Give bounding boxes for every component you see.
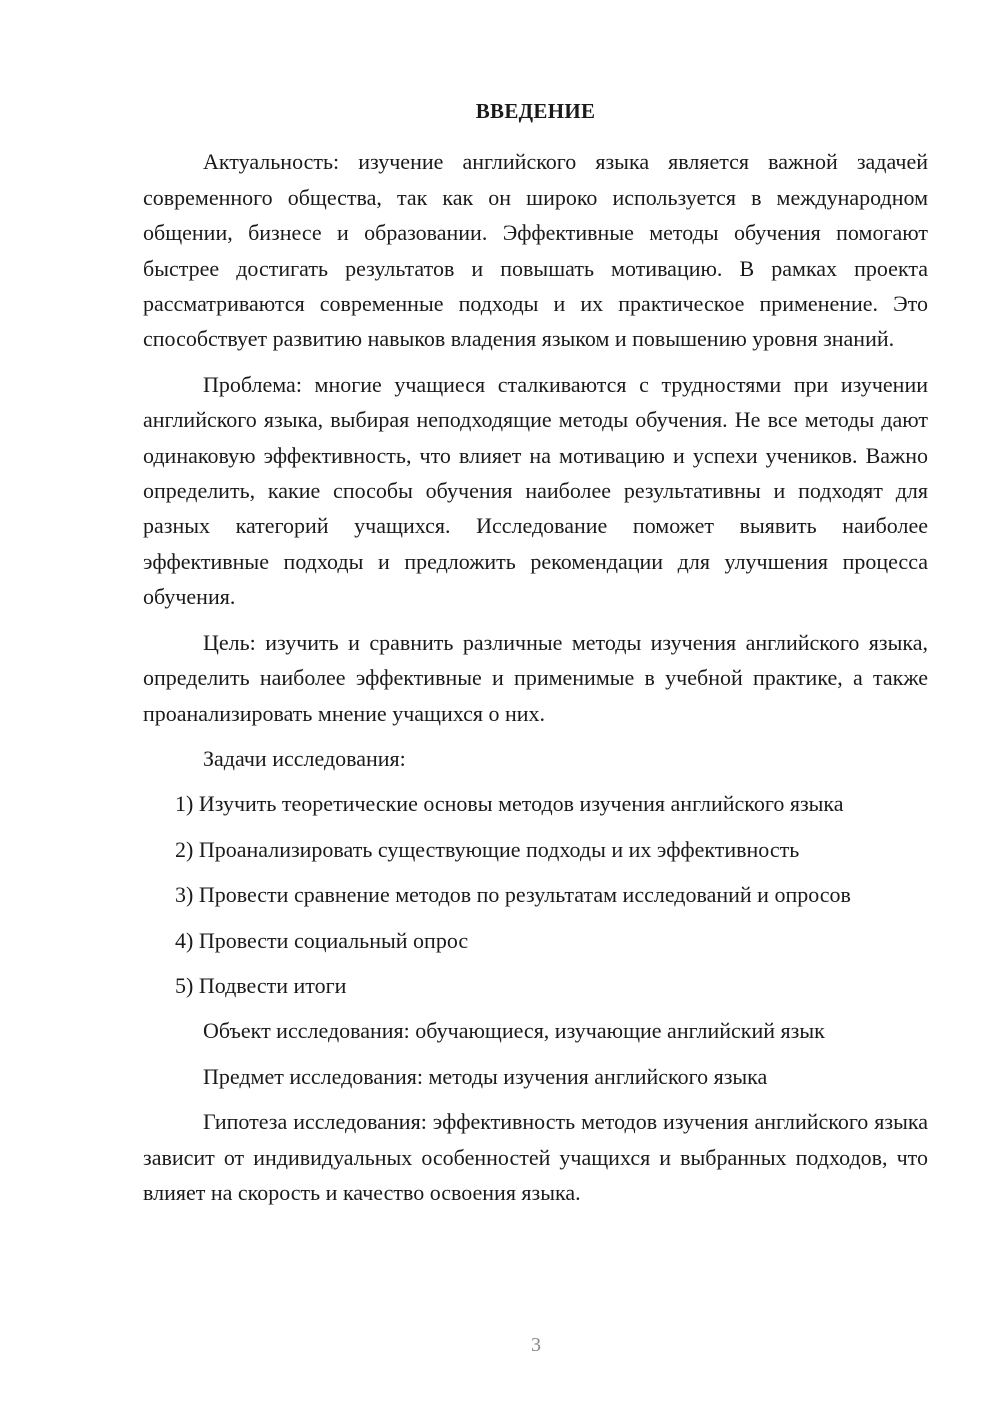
- task-item-1: 1) Изучить теоретические основы методов изучения английского языка: [175, 791, 844, 817]
- problem-paragraph: Проблема: многие учащиеся сталкиваются с трудностями при изучении английского языка, выбирая неподходящие методы обучения. Не все методы дают одинаковую эффективность, что влияет на мотивацию и успехи учеников. Важно определить, какие способы обучения наиболее результативны и подходят для разных категорий учащихся. Исследование поможет выявить наиболее эффективные подходы и предложить рекомендации для улучшения процесса обучения.: [143, 371, 928, 610]
- task-item-3: 3) Провести сравнение методов по результатам исследований и опросов: [175, 882, 851, 908]
- section-title: ВВЕДЕНИЕ: [475, 99, 596, 123]
- tasks-heading: Задачи исследования:: [203, 745, 406, 771]
- task-item-4: 4) Провести социальный опрос: [175, 927, 469, 953]
- task-item-2: 2) Проанализировать существующие подходы и их эффективность: [175, 836, 800, 862]
- relevance-paragraph: Актуальность: изучение английского языка является важной задачей современного общества, так как он широко используется в международном общении, бизнесе и образовании. Эффективные методы обучения помогают быстрее достигать результатов и повышать мотивацию. В рамках проекта рассматриваются современные подходы и их практическое применение. Это способствует развитию навыков владения языком и повышению уровня знаний.: [143, 149, 928, 352]
- task-item-5: 5) Подвести итоги: [175, 972, 347, 998]
- page-content: [143, 94, 928, 1220]
- research-subject: Предмет исследования: методы изучения английского языка: [203, 1063, 768, 1089]
- research-hypothesis: Гипотеза исследования: эффективность методов изучения английского языка зависит от индивидуальных особенностей учащихся и выбранных подходов, что влияет на скорость и качество освоения языка.: [143, 1109, 928, 1205]
- page-number: 3: [531, 1334, 541, 1356]
- research-object: Объект исследования: обучающиеся, изучающие английский язык: [203, 1018, 825, 1044]
- goal-paragraph: Цель: изучить и сравнить различные методы изучения английского языка, определить наиболее эффективные и применимые в учебной практике, а также проанализировать мнение учащихся о них.: [143, 629, 928, 726]
